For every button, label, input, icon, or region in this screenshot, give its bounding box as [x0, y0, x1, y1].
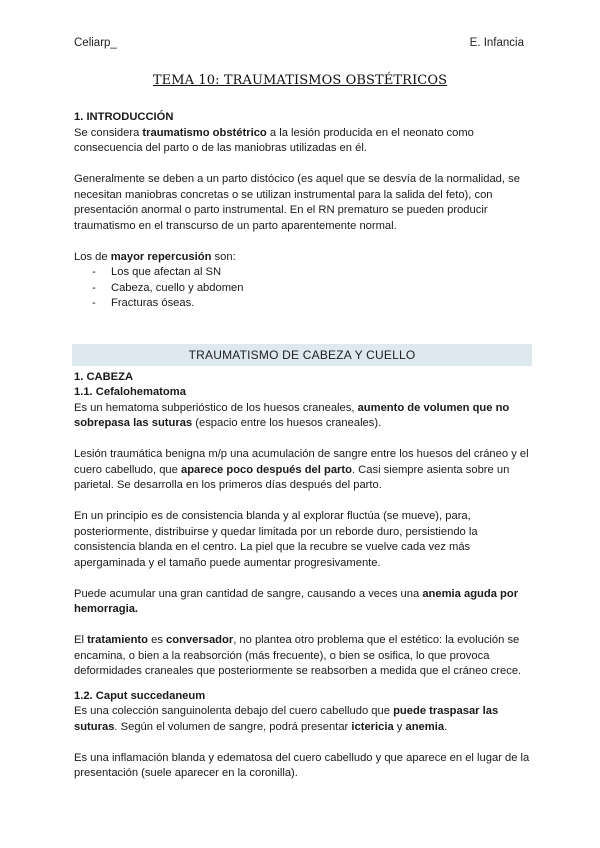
list-item: - Los que afectan al SN	[92, 265, 530, 281]
page-title: TEMA 10: TRAUMATISMOS OBSTÉTRICOS	[152, 73, 448, 88]
paragraph: Lesión traumática benigna m/p una acumulación de sangre entre los huesos del cráneo y el cuero cabelludo, que aparece poco después del parto. Casi siempre asienta sobre un parietal. Se desarrolla en los primeros días después del parto.	[74, 448, 529, 491]
paragraph: En un principio es de consistencia blanda y al explorar fluctúa (se mueve), para, posteriormente, distribuirse y quedar limitada por un reborde duro, persistiendo la consistencia blanda en el centro. La piel que la recubre se vuelve cada vez más apergaminada y el tamaño puede aumentar progresivamente.	[74, 510, 478, 569]
paragraph: El tratamiento es conversador, no plantea otro problema que el estético: la evolución se encamina, o bien a la reabsorción (más frecuente), o bien se osifica, lo que provoca deformidades craneales que posteriormente se reabsorben a medida que el cráneo crece.	[74, 634, 522, 677]
section-heading-introduccion: 1. INTRODUCCIÓN	[74, 111, 174, 123]
bullet-list	[74, 265, 530, 312]
subheading-cefalohematoma: 1.1. Cefalohematoma	[74, 386, 186, 398]
paragraph: Se considera traumatismo obstétrico a la lesión producida en el neonato como consecuencia del parto o de las maniobras utilizadas en él.	[74, 126, 474, 154]
paragraph: Puede acumular una gran cantidad de sangre, causando a veces una anemia aguda por hemorragia.	[74, 587, 519, 615]
paragraph: Es una inflamación blanda y edematosa del cuero cabelludo y que aparece en el lugar de la presentación (suele aparecer en la coronilla).	[74, 751, 530, 779]
section-heading-cabeza: 1. CABEZA	[74, 370, 134, 383]
paragraph: Los de mayor repercusión son:	[74, 250, 236, 263]
header-author: Celiarp_	[74, 37, 117, 49]
header-subject: E. Infancia	[469, 37, 524, 49]
list-item: - Cabeza, cuello y abdomen	[92, 281, 530, 297]
paragraph: Es una colección sanguinolenta debajo del cuero cabelludo que puede traspasar las suturas. Según el volumen de sangre, podrá presentar ictericia y anemia.	[74, 705, 499, 733]
paragraph: Es un hematoma subperióstico de los huesos craneales, aumento de volumen que no sobrepasa las suturas (espacio entre los huesos craneales).	[74, 401, 510, 429]
subheading-caput-succedaneum: 1.2. Caput succedaneum	[74, 689, 206, 702]
document-body	[74, 110, 530, 782]
paragraph: Generalmente se deben a un parto distócico (es aquel que se desvía de la normalidad, se necesitan maniobras concretas o se utilizan instrumental para la salida del feto), con presentación anormal o parto instrumental. En el RN prematuro se pueden producir traumatismo en el transcurso de un parto aparentemente normal.	[74, 173, 520, 232]
list-item: - Fracturas óseas.	[92, 296, 530, 312]
section-band: TRAUMATISMO DE CABEZA Y CUELLO	[72, 344, 532, 366]
